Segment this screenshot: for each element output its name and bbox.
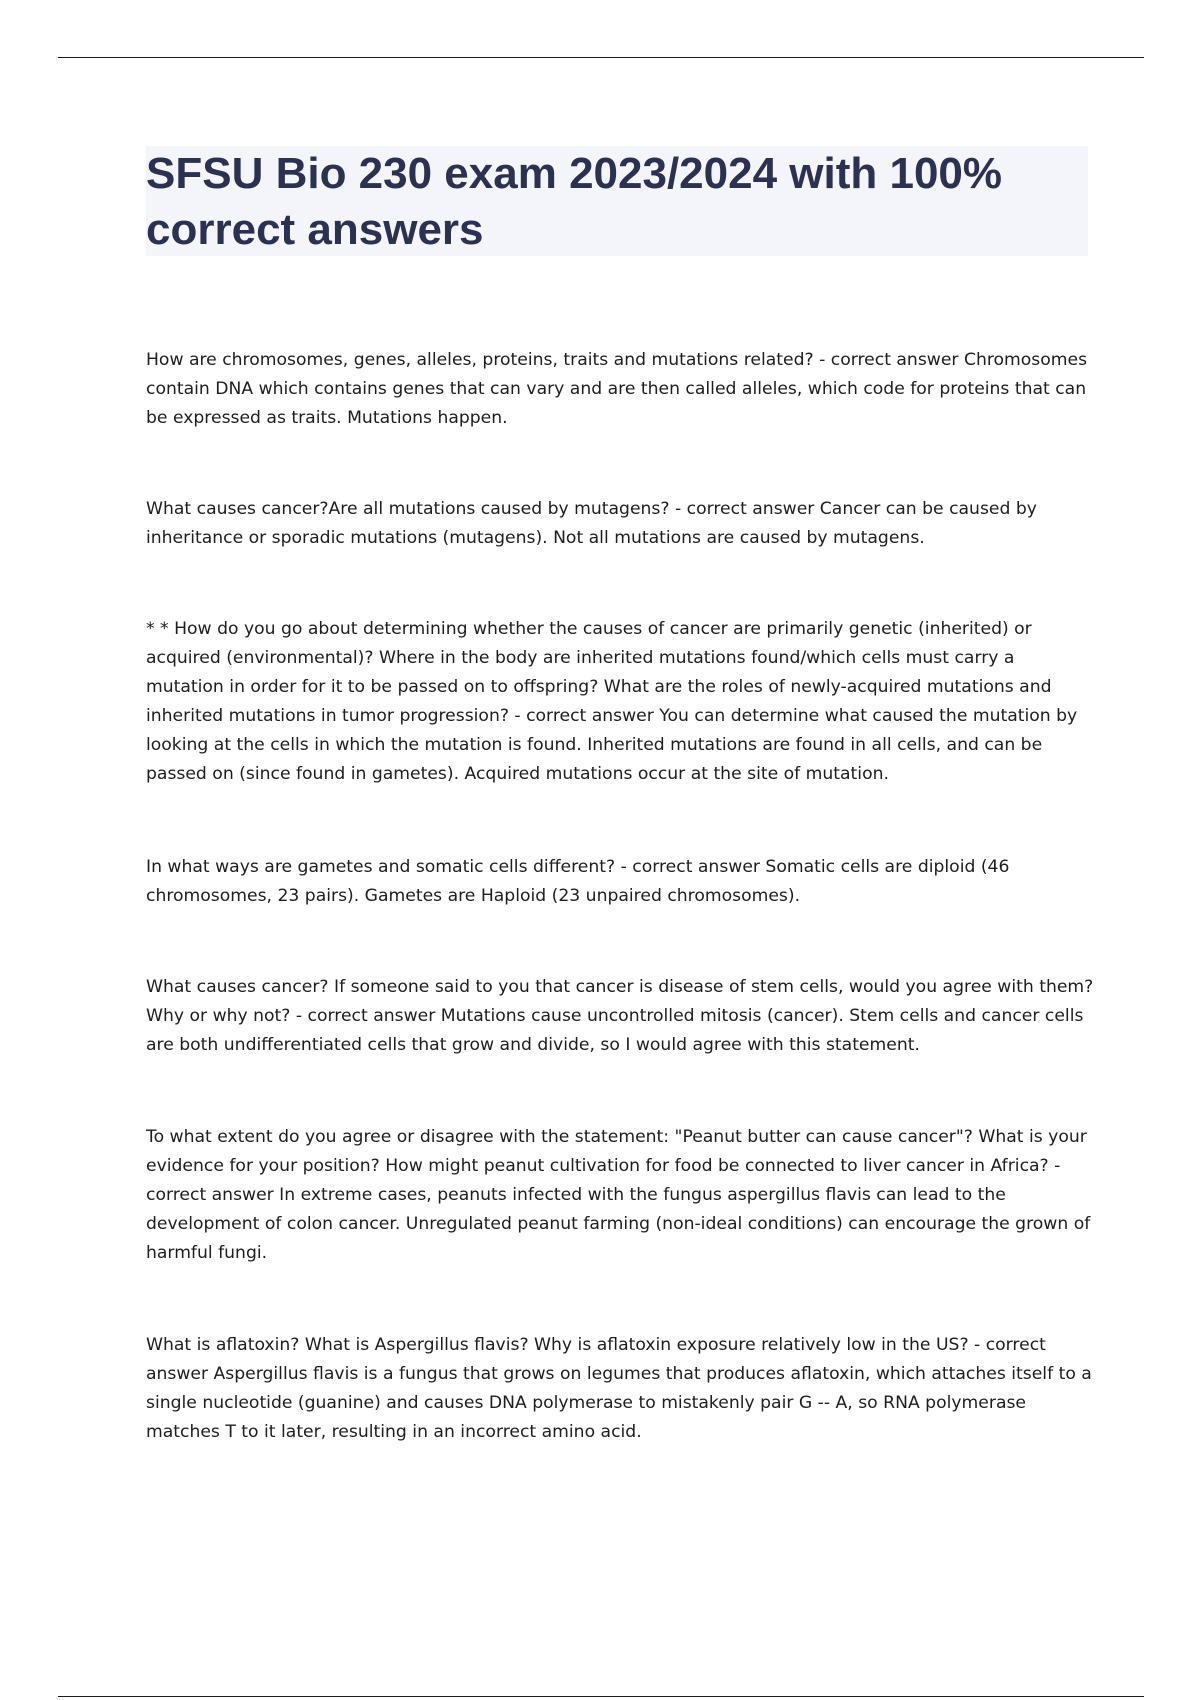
qa-entry-2: What causes cancer?Are all mutations caused by mutagens? - correct answer Cancer can be caused by inheritance or sporadic mutations (mutagens). Not all mutations are caused by mutagens. [146,499,1037,548]
document-title: SFSU Bio 230 exam 2023/2024 with 100% correct answers [146,149,1003,254]
qa-entry-1: How are chromosomes, genes, alleles, proteins, traits and mutations related? - correct answer Chromosomes contain DNA which contains genes that can vary and are then called alleles, which code for proteins that can be expressed as traits. Mutations happen. [146,350,1088,428]
header-rule [58,57,1144,58]
qa-entry-4: In what ways are gametes and somatic cells different? - correct answer Somatic cells are diploid (46 chromosomes, 23 pairs). Gametes are Haploid (23 unpaired chromosomes). [146,857,1010,906]
footer-rule [58,1696,1144,1697]
qa-entry-3: * * How do you go about determining whether the causes of cancer are primarily genetic (inherited) or acquired (environmental)? Where in the body are inherited mutations found/which cells must carry a mutation in order for it to be passed on to offspring? What are the roles of newly-acquired mutations and inherited mutations in tumor progression? - correct answer You can determine what caused the mutation by looking at the cells in which the mutation is found. Inherited mutations are found in all cells, and can be passed on (since found in gametes). Acquired mutations occur at the site of mutation. [146,619,1078,784]
qa-entry-5: What causes cancer? If someone said to you that cancer is disease of stem cells, would you agree with them? Why or why not? - correct answer Mutations cause uncontrolled mitosis (cancer). Stem cells and cancer cells are both undifferentiated cells that grow and divide, so I would agree with this statement. [146,977,1094,1055]
qa-entry-6: To what extent do you agree or disagree with the statement: "Peanut butter can cause cancer"? What is your evidence for your position? How might peanut cultivation for food be connected to liver cancer in Africa? - correct answer In extreme cases, peanuts infected with the fungus aspergillus flavis can lead to the development of colon cancer. Unregulated peanut farming (non-ideal conditions) can encourage the grown of harmful fungi. [146,1127,1091,1263]
title-block [146,146,1088,256]
qa-entry-7: What is aflatoxin? What is Aspergillus flavis? Why is aflatoxin exposure relatively low in the US? - correct answer Aspergillus flavis is a fungus that grows on legumes that produces aflatoxin, which attaches itself to a single nucleotide (guanine) and causes DNA polymerase to mistakenly pair G -- A, so RNA polymerase matches T to it later, resulting in an incorrect amino acid. [146,1335,1092,1442]
